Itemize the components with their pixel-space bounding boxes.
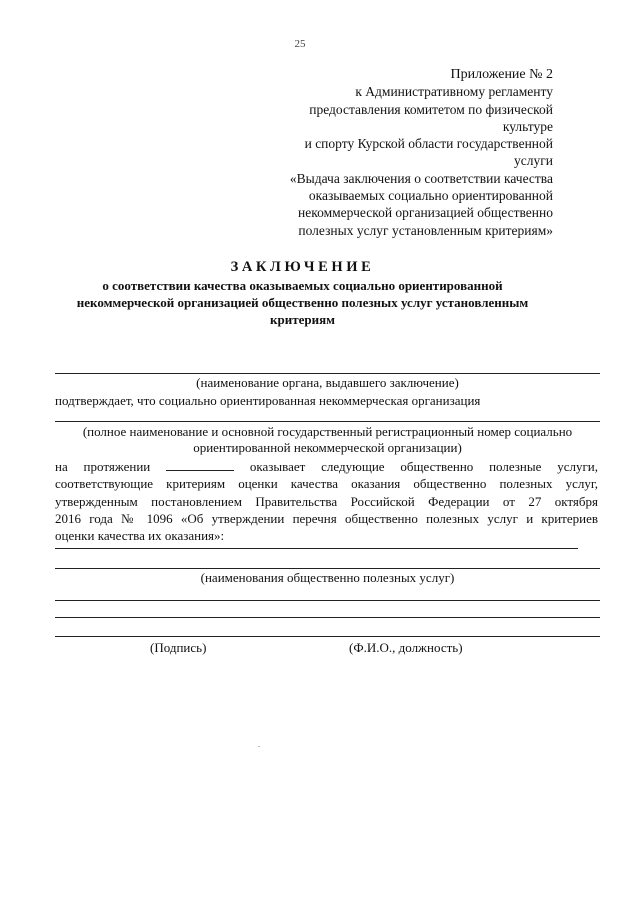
annex-line: «Выдача заключения о соответствии качества [289, 170, 553, 186]
services-fill-line [55, 617, 600, 618]
paragraph-line: оценки качества их оказания»: [55, 528, 225, 544]
annex-header [243, 66, 553, 239]
paragraph-line [55, 458, 598, 475]
confirms-text: подтверждает, что социально ориентированная некоммерческая организация [55, 393, 481, 408]
services-caption: (наименования общественно полезных услуг) [200, 570, 455, 585]
scan-speck [258, 746, 260, 747]
services-paragraph [55, 458, 598, 544]
annex-line: и спорту Курской области государственной [304, 136, 553, 152]
organization-caption-line: ориентированной некоммерческой организации) [193, 440, 462, 455]
document-title-block [40, 259, 565, 328]
paragraph-line: 2016 года № 1096 «Об утверждении перечня общественно полезных услуг и критериев [55, 510, 598, 526]
services-fill-line [55, 600, 600, 601]
subtitle-line: критериям [270, 312, 335, 327]
annex-line: полезных услуг установленным критериям» [298, 222, 553, 238]
organization-caption-line: (полное наименование и основной государственный регистрационный номер социально [82, 424, 573, 439]
signature-label: (Подпись) [150, 640, 207, 655]
organization-fill-line [55, 421, 600, 422]
annex-line: предоставления комитетом по физической [309, 101, 553, 117]
paragraph-line1-rest: оказывает следующие общественно полезные услуги, [249, 459, 598, 474]
period-blank [166, 458, 234, 471]
services-fill-line [55, 568, 600, 569]
subtitle-line: некоммерческой организацией общественно полезных услуг установленным [76, 295, 529, 310]
annex-line: культуре [502, 118, 553, 134]
annex-line: услуги [514, 153, 553, 169]
annex-line: к Административному регламенту [355, 84, 553, 100]
during-text: на протяжении [55, 459, 151, 474]
signature-fill-line [55, 636, 600, 637]
paragraph-line: соответствующие критериям оценки качества оказания общественно полезных услуг, [55, 476, 598, 492]
page-number: 25 [294, 38, 306, 50]
organization-caption [55, 424, 600, 456]
annex-line: оказываемых социально ориентированной [308, 188, 553, 204]
issuer-fill-line [55, 373, 600, 374]
annex-line: некоммерческой организацией общественно [298, 205, 553, 221]
document-subtitle [40, 277, 565, 328]
subtitle-line: о соответствии качества оказываемых социально ориентированной [102, 278, 503, 293]
paragraph-line: утвержденным постановлением Правительства Российской Федерации от 27 октября [55, 493, 598, 509]
services-fill-line [55, 548, 578, 549]
annex-title: Приложение № 2 [450, 67, 553, 82]
issuer-caption: (наименование органа, выдавшего заключение) [196, 375, 459, 390]
document-title: ЗАКЛЮЧЕНИЕ [230, 259, 375, 275]
name-position-label: (Ф.И.О., должность) [349, 640, 463, 655]
